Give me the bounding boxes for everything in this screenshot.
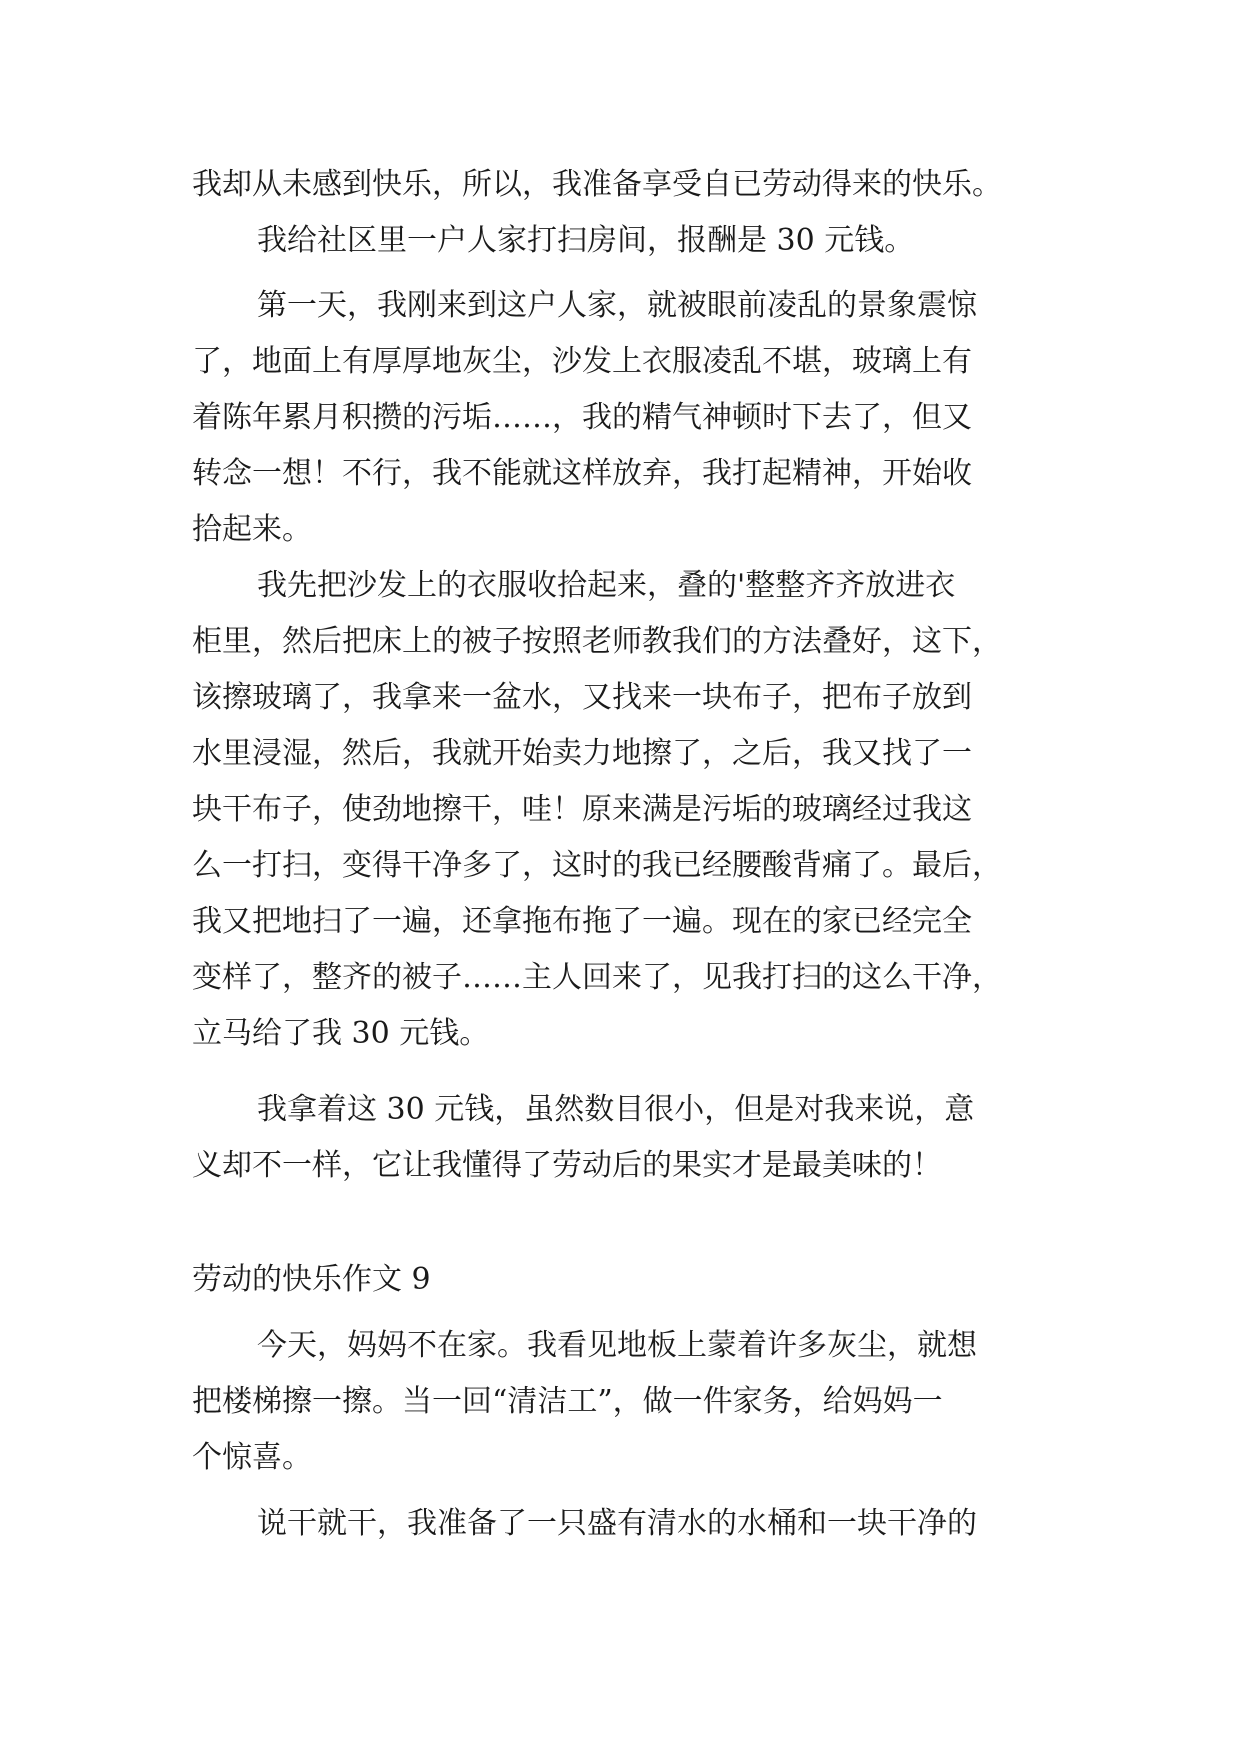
text-line: 转念一想！不行，我不能就这样放弃，我打起精神，开始收: [192, 456, 972, 491]
text-line: 义却不一样，它让我懂得了劳动后的果实才是最美味的！: [192, 1148, 942, 1183]
text-line: 么一打扫，变得干净多了，这时的我已经腰酸背痛了。最后，: [192, 848, 1002, 883]
text-line: 第一天，我刚来到这户人家，就被眼前凌乱的景象震惊: [257, 288, 977, 323]
text-line: 我又把地扫了一遍，还拿拖布拖了一遍。现在的家已经完全: [192, 904, 972, 939]
text-line: 柜里，然后把床上的被子按照老师教我们的方法叠好，这下，: [192, 624, 1002, 659]
text-line: 我给社区里一户人家打扫房间，报酬是 30 元钱。: [257, 223, 915, 258]
text-line: 变样了，整齐的被子……主人回来了，见我打扫的这么干净，: [192, 960, 1002, 995]
text-line: 水里浸湿，然后，我就开始卖力地擦了，之后，我又找了一: [192, 736, 972, 771]
text-line: 了，地面上有厚厚地灰尘，沙发上衣服凌乱不堪，玻璃上有: [192, 344, 972, 379]
text-line: 立马给了我 30 元钱。: [192, 1016, 490, 1051]
text-line: 拾起来。: [192, 512, 312, 547]
text-line: 我却从未感到快乐，所以，我准备享受自已劳动得来的快乐。: [192, 167, 1002, 202]
text-line: 我拿着这 30 元钱，虽然数目很小，但是对我来说，意: [257, 1092, 975, 1127]
section-heading: 劳动的快乐作文 9: [192, 1262, 431, 1297]
text-line: 个惊喜。: [192, 1440, 312, 1475]
text-line: 我先把沙发上的衣服收拾起来，叠的'整整齐齐放进衣: [257, 568, 956, 603]
text-line: 该擦玻璃了，我拿来一盆水，又找来一块布子，把布子放到: [192, 680, 972, 715]
text-line: 把楼梯擦一擦。当一回“清洁工”，做一件家务，给妈妈一: [192, 1384, 943, 1419]
text-line: 块干布子，使劲地擦干，哇！原来满是污垢的玻璃经过我这: [192, 792, 972, 827]
text-line: 说干就干，我准备了一只盛有清水的水桶和一块干净的: [257, 1506, 977, 1541]
text-line: 着陈年累月积攒的污垢……，我的精气神顿时下去了，但又: [192, 400, 972, 435]
text-line: 今天，妈妈不在家。我看见地板上蒙着许多灰尘，就想: [257, 1328, 977, 1363]
